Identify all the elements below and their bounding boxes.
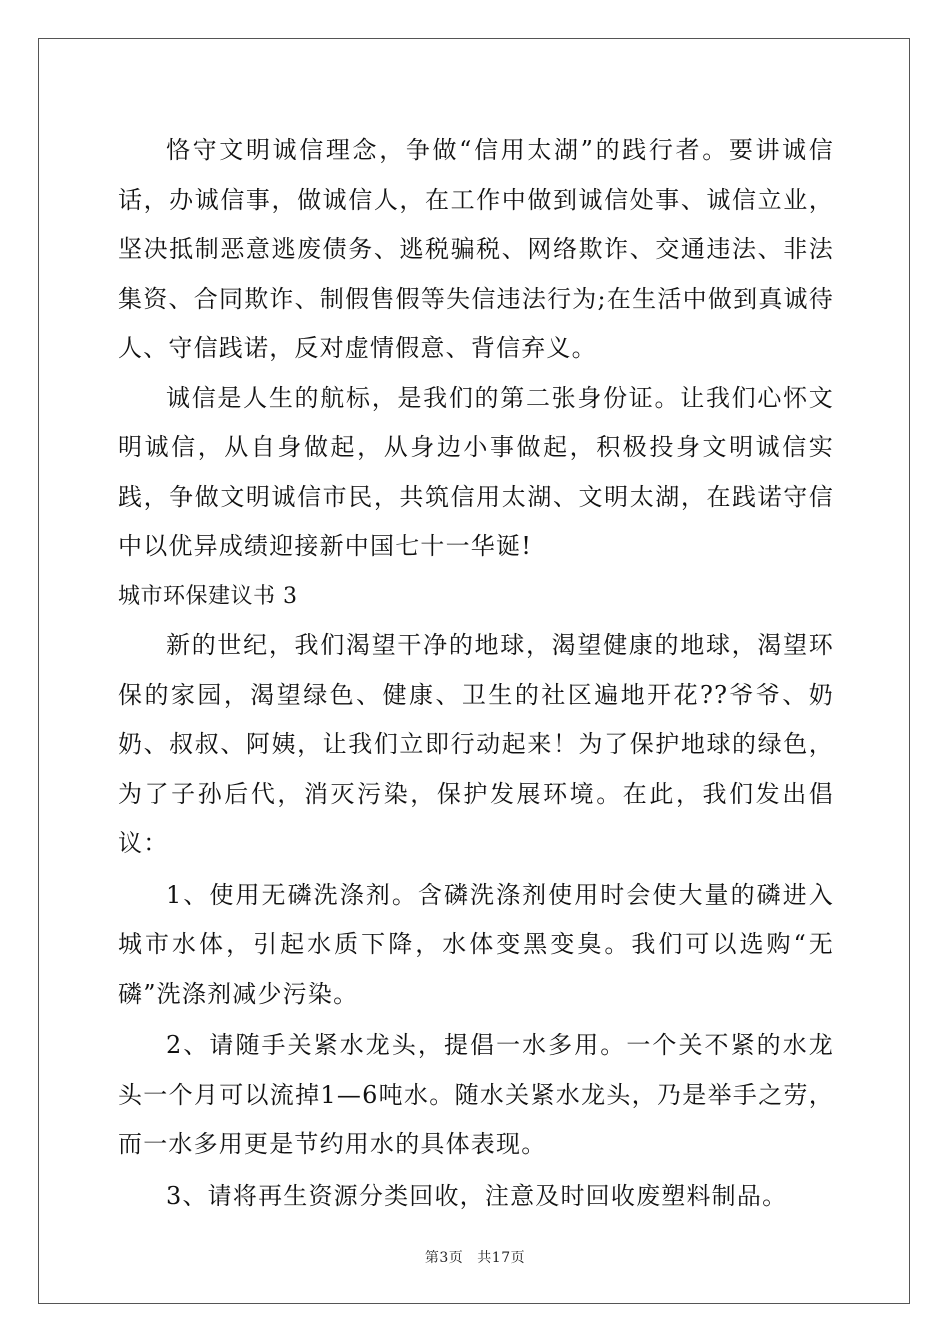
- document-body: [118, 126, 834, 1221]
- paragraph-integrity-identity: 诚信是人生的航标，是我们的第二张身份证。让我们心怀文明诚信，从自身做起，从身边小事做起，积极投身文明诚信实践，争做文明诚信市民，共筑信用太湖、文明太湖，在践诺守信中以优异成绩迎接新中国七十一华诞!: [118, 383, 834, 560]
- page-footer: [0, 1247, 950, 1267]
- list-item-detergent: 1、使用无磷洗涤剂。含磷洗涤剂使用时会使大量的磷进入城市水体，引起水质下降，水体变黑变臭。我们可以选购“无磷”洗涤剂减少污染。: [118, 880, 834, 1008]
- page-number: 第3页: [424, 1250, 464, 1266]
- list-item-water: 2、请随手关紧水龙头，提倡一水多用。一个关不紧的水龙头一个月可以流掉1—6吨水。随水关紧水龙头，乃是举手之劳，而一水多用更是节约用水的具体表现。: [118, 1031, 834, 1158]
- paragraph-integrity-practice: 恪守文明诚信理念，争做“信用太湖”的践行者。要讲诚信话，办诚信事，做诚信人，在工作中做到诚信处事、诚信立业，坚决抵制恶意逃废债务、逃税骗税、网络欺诈、交通违法、非法集资、合同欺诈、制假售假等失信违法行为;在生活中做到真诚待人、守信践诺，反对虚情假意、背信弃义。: [118, 136, 834, 362]
- page-total: 共17页: [477, 1250, 526, 1266]
- section-title: 城市环保建议书 3: [118, 583, 298, 609]
- paragraph-environment-intro: 新的世纪，我们渴望干净的地球，渴望健康的地球，渴望环保的家园，渴望绿色、健康、卫生的社区遍地开花??爷爷、奶奶、叔叔、阿姨，让我们立即行动起来！为了保护地球的绿色，为了子孙后代，消灭污染，保护发展环境。在此，我们发出倡议：: [118, 631, 834, 857]
- list-item-recycling: 3、请将再生资源分类回收，注意及时回收废塑料制品。: [166, 1181, 788, 1210]
